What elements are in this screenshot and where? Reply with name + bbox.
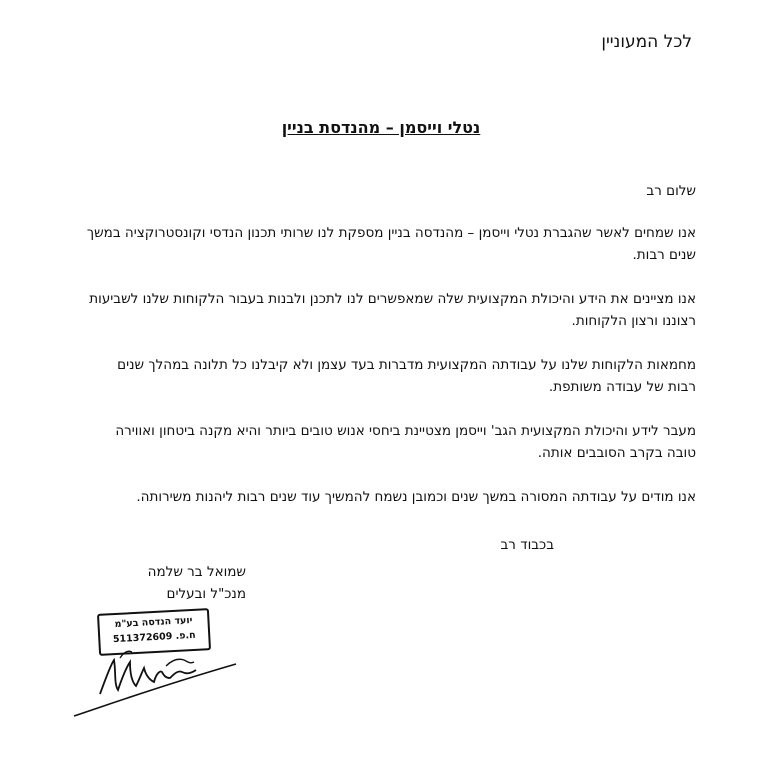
- paragraph-3: מחמאות הלקוחות שלנו על עבודתה המקצועית מדברות בעד עצמן ולא קיבלנו כל תלונה במהלך שנים רבות של עבודה משותפת.: [117, 357, 696, 395]
- handwritten-signature-icon: [70, 638, 250, 720]
- addressee: לכל המעוניין: [601, 32, 692, 52]
- paragraph-1: אנו שמחים לאשר שהגברת נטלי וייסמן – מהנדסה בניין מספקת לנו שרותי תכנון הנדסי וקונסטרוקציה במשך שנים רבות.: [86, 225, 696, 263]
- closing: בכבוד רב: [500, 537, 554, 553]
- paragraph-4: מעבר לידע והיכולת המקצועית הגב' וייסמן מצטיינת ביחסי אנוש טובים ביותר והיא מקנה ביטחון ואווירה טובה בקרב הסובבים אותה.: [115, 423, 696, 461]
- greeting: שלום רב: [646, 183, 696, 199]
- signer-role: מנכ"ל ובעלים: [166, 586, 246, 602]
- signer-block: [148, 561, 246, 605]
- stamp-registration: ח.פ. 511372609: [112, 629, 196, 646]
- signer-name: שמואל בר שלמה: [147, 564, 246, 580]
- stamp-company: יועד הנדסה בע"מ: [114, 614, 193, 631]
- paragraph-5: אנו מודים על עבודתה המסורה במשך שנים וכמובן נשמח להמשיך עוד שנים רבות ליהנות משירותה.: [136, 489, 696, 505]
- paragraph-2: אנו מציינים את הידע והיכולת המקצועית שלה שמאפשרים לנו לתכנן ולבנות בעבור הלקוחות שלנו לשביעות רצוננו ורצון הלקוחות.: [89, 291, 696, 329]
- letter-body: [86, 180, 696, 530]
- letter-title: נטלי וייסמן – מהנדסת בניין: [281, 118, 481, 137]
